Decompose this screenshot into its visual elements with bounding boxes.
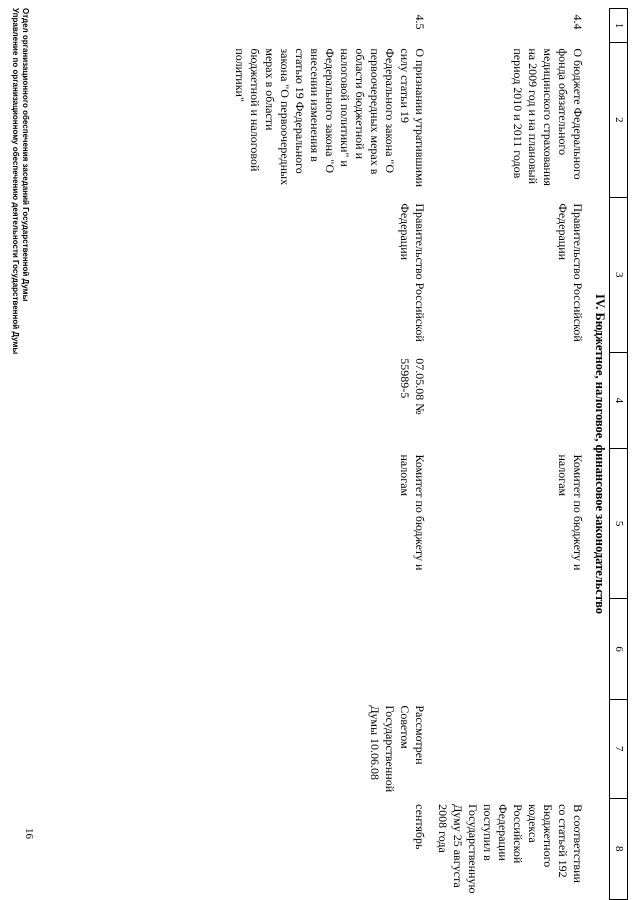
page-footer — [10, 8, 30, 354]
bill-col7 — [431, 699, 589, 798]
column-number-row — [610, 9, 628, 900]
bill-col7: Рассмотрен Советом Государственной Думы 10.06.08 — [368, 705, 427, 793]
bill-subject: Правительство Российской Федерации — [556, 203, 585, 342]
bills-table — [228, 8, 628, 900]
column-number: 7 — [610, 699, 628, 798]
bill-col6 — [228, 599, 431, 699]
bill-note: В соответствии со статьей 192 Бюджетного кодекса Российской Федерации поступил в Государственную Думу 25 августа 2008 года — [436, 804, 585, 894]
row-number: 4.5 — [413, 14, 427, 30]
column-number: 6 — [610, 599, 628, 699]
section-title: IV. Бюджетное, налоговое, финансовое законодательство — [593, 293, 607, 615]
bill-title: О бюджете Федерального фонда обязательного медицинского страхования на 2009 год и на плановый период 2010 и 2011 годов — [511, 48, 585, 186]
column-number: 2 — [610, 42, 628, 197]
page-number: 16 — [23, 828, 35, 839]
bill-col6 — [431, 599, 589, 699]
footer-line: Управление по организационному обеспечению деятельности Государственной Думы — [11, 8, 20, 355]
column-number: 1 — [610, 9, 628, 43]
bill-title: О признании утратившими силу статьи 19 Федерального закона "О первоочередных мерах в области бюджетной и налоговой политики" и Федерального закона "О внесении изменения в статью 19 Федерального закона "О первоочередных мерах в области бюджетной и налоговой политики" — [233, 48, 427, 188]
bill-date-regno: 07.05.08 № 55989-5 — [398, 358, 427, 415]
table-row — [228, 9, 431, 900]
bill-date-regno — [431, 352, 589, 448]
bill-committee: Комитет по бюджету и налогам — [556, 454, 585, 571]
column-number: 4 — [610, 352, 628, 448]
bill-committee: Комитет по бюджету и налогам — [398, 454, 427, 571]
row-number: 4.4 — [571, 14, 585, 30]
column-number: 5 — [610, 448, 628, 598]
column-number: 8 — [610, 798, 628, 899]
section-row — [589, 9, 610, 900]
bill-subject: Правительство Российской Федерации — [398, 203, 427, 342]
bill-note: сентябрь — [413, 804, 427, 850]
table-row — [431, 9, 589, 900]
column-number: 3 — [610, 197, 628, 352]
footer-line: Отдел организационного обеспечения заседаний Государственной Думы — [21, 8, 30, 302]
